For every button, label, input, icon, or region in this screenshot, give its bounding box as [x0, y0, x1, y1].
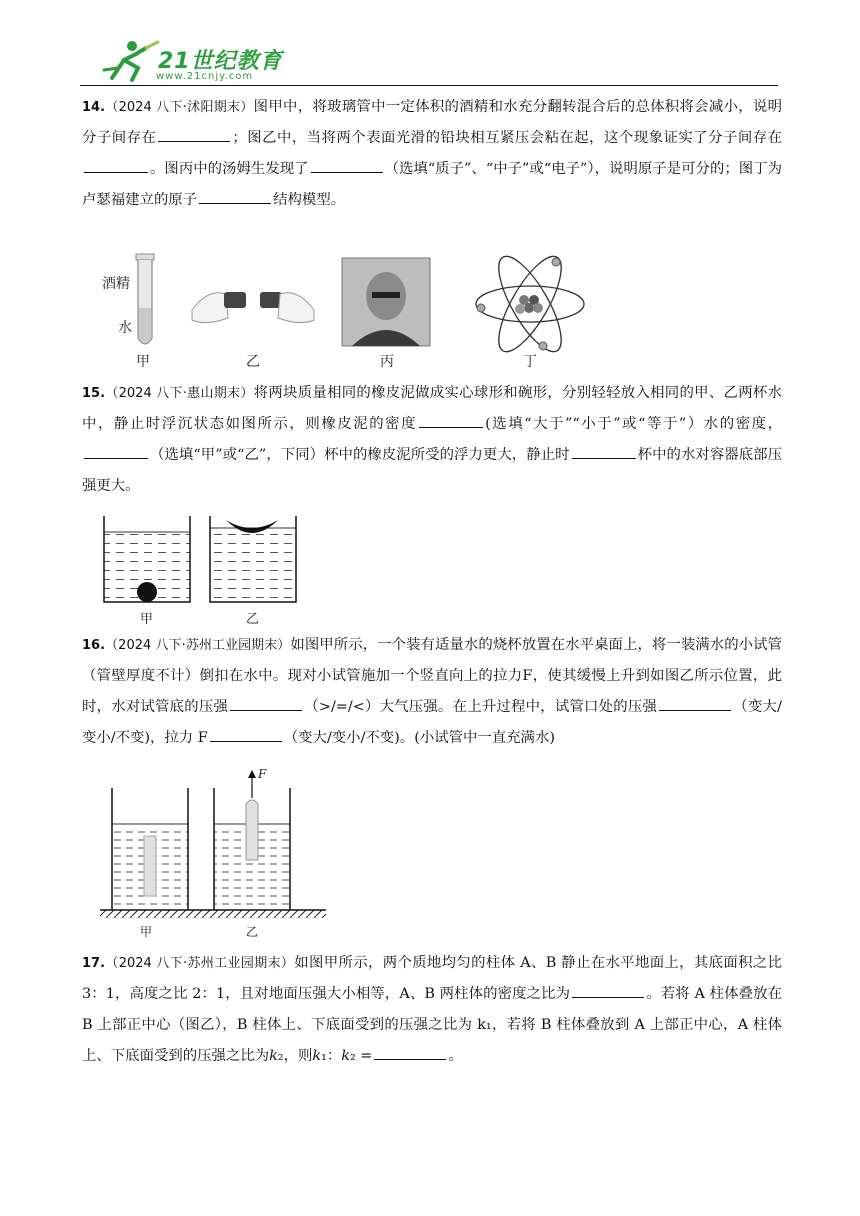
question-text: 将两块质量相同的橡皮泥做成实心球形和碗形，分别轻轻放入相同的甲、乙两杯水中，静止时浮沉状态如图所示，则橡皮泥的密度: [82, 385, 782, 432]
answer-blank[interactable]: [311, 158, 383, 173]
question-source: （2024 八下·沭阳期末）: [105, 100, 254, 115]
question-15: 15.（2024 八下·惠山期末）将两块质量相同的橡皮泥做成实心球形和碗形，分别轻轻放入相同的甲、乙两杯水中，静止时浮沉状态如图所示，则橡皮泥的密度 (选填“大于”“小于”或“等于”）水的密度，（选填“甲”或“乙”，下同）杯中的橡皮泥所受的浮力更大，静止时 杯中的水对容器底部压强更大。: [82, 385, 782, 494]
q15-figure: [100, 512, 310, 630]
test-tube: [246, 800, 258, 860]
question-text: （变大/变小/不变)。(小试管中一直充满水): [283, 730, 555, 746]
question-text: （变大/变小/不变)，拉力 F: [82, 699, 782, 746]
question-text: 。若将 A 柱体叠放在 B 上部正中心（图乙），B 柱体上、下底面受到的压强之比为 k₁，若将 B 柱体叠放到 A 上部正中心，A 柱体上、下底面受到的压强之比为𝑘₂，则𝑘₁：𝑘₂ =: [82, 986, 782, 1064]
question-text: ；图乙中，当将两个表面光滑的铅块相互紧压会粘在起，这个现象证实了分子间存在: [232, 130, 782, 146]
caption-jia: 甲: [140, 612, 154, 627]
question-source: （2024 八下·惠山期末）: [105, 386, 254, 401]
force-label: F: [258, 767, 267, 781]
question-number: 15: [82, 386, 101, 401]
answer-blank[interactable]: [374, 1045, 446, 1060]
q14-figure: [96, 248, 616, 372]
question-text: 如图甲所示，一个装有适量水的烧杯放置在水平桌面上，将一装满水的小试管（管壁厚度不计）倒扣在水中。现对小试管施加一个竖直向上的拉力F，使其缓慢上升到如图乙所示位置，此时，水对试管底的压强: [82, 637, 782, 715]
question-text: (选填“大于”“小于”或“等于”）水的密度，: [485, 416, 782, 432]
question-text: 杯中的水对容器底部压强更大。: [82, 447, 782, 494]
question-16: 16.（2024 八下·苏州工业园期末）如图甲所示，一个装有适量水的烧杯放置在水平桌面上，将一装满水的小试管（管壁厚度不计）倒扣在水中。现对小试管施加一个竖直向上的拉力F，使其缓慢上升到如图乙所示位置，此时，水对试管底的压强 （>/=/<）大气压强。在上升过程中，试管口处的压强 （变大/变小/不变)，拉力 F （变大/变小/不变)。(小试管中一直充满水): [82, 637, 782, 746]
answer-blank[interactable]: [210, 727, 282, 742]
answer-blank[interactable]: [419, 413, 483, 428]
test-tube-diagram: [102, 254, 154, 370]
question-text: （选填“甲”或“乙”，下同）杯中的橡皮泥所受的浮力更大，静止时: [150, 447, 570, 463]
atom-model-icon: [476, 248, 584, 370]
logo-text: 21世纪教育: [158, 49, 283, 74]
question-source: （2024 八下·苏州工业园期末）: [105, 638, 291, 653]
cup-jia: [104, 516, 190, 627]
answer-blank[interactable]: [199, 189, 271, 204]
question-text: 。: [448, 1048, 463, 1064]
water-label: 水: [118, 320, 132, 336]
caption-yi: 乙: [246, 612, 260, 627]
answer-blank[interactable]: [572, 983, 644, 998]
clay-ball: [137, 582, 157, 602]
lead-blocks-diagram: [192, 292, 314, 370]
caption-yi: 乙: [246, 925, 259, 939]
answer-blank[interactable]: [158, 127, 230, 142]
question-number: 14: [82, 100, 101, 115]
test-tube: [144, 836, 156, 896]
caption-ding: 丁: [523, 354, 537, 370]
question-14: 14.（2024 八下·沭阳期末）图甲中，将玻璃管中一定体积的酒精和水充分翻转混合后的总体积将会减小，说明分子间存在 ；图乙中，当将两个表面光滑的铅块相互紧压会粘在起，这个现象证实了分子间存在。图丙中的汤姆生发现了 （选填“质子”、“中子”或“电子”），说明原子是可分的；图丁为卢瑟福建立的原子 结构模型。: [82, 99, 782, 208]
q16-figure: [100, 764, 330, 944]
page-header: [0, 0, 860, 90]
question-text: （选填“质子”、“中子”或“电子”），说明原子是可分的；图丁为卢瑟福建立的原子: [82, 161, 782, 208]
caption-bing: 丙: [380, 354, 394, 370]
question-text: （>/=/<）大气压强。在上升过程中，试管口处的压强: [304, 699, 658, 715]
caption-jia: 甲: [140, 925, 153, 939]
question-17: 17.（2024 八下·苏州工业园期末）如图甲所示，两个质地均匀的柱体 A、B 静止在水平地面上，其底面积之比 3：1，高度之比 2：1，且对地面压强大小相等，A、B 两柱体的密度之比为 。若将 A 柱体叠放在 B 上部正中心（图乙），B 柱体上、下底面受到的压强之比为 k₁，若将 B 柱体叠放到 A 上部正中心，A 柱体上、下底面受到的压强之比为𝑘₂，则𝑘₁：𝑘₂ = 。: [82, 955, 782, 1064]
caption-yi: 乙: [246, 354, 260, 370]
alcohol-label: 酒精: [102, 276, 130, 292]
answer-blank[interactable]: [659, 696, 731, 711]
thomson-portrait: [342, 258, 430, 370]
answer-blank[interactable]: [230, 696, 302, 711]
caption-jia: 甲: [136, 354, 150, 370]
answer-blank[interactable]: [572, 444, 636, 459]
question-text: 图甲中，将玻璃管中一定体积的酒精和水充分翻转混合后的总体积将会减小，说明分子间存在: [82, 99, 782, 146]
question-source: （2024 八下·苏州工业园期末）: [105, 956, 295, 971]
logo-url: www.21cnjy.com: [156, 71, 254, 82]
answer-blank[interactable]: [84, 444, 148, 459]
question-text: 如图甲所示，两个质地均匀的柱体 A、B 静止在水平地面上，其底面积之比 3：1，高度之比 2：1，且对地面压强大小相等，A、B 两柱体的密度之比为: [82, 955, 782, 1002]
question-text: 。图丙中的汤姆生发现了: [150, 161, 309, 177]
cup-yi: [210, 516, 296, 627]
question-number: 16: [82, 638, 101, 653]
question-number: 17: [82, 956, 101, 971]
header-divider: [80, 85, 778, 86]
answer-blank[interactable]: [84, 158, 148, 173]
question-text: 结构模型。: [273, 192, 346, 208]
